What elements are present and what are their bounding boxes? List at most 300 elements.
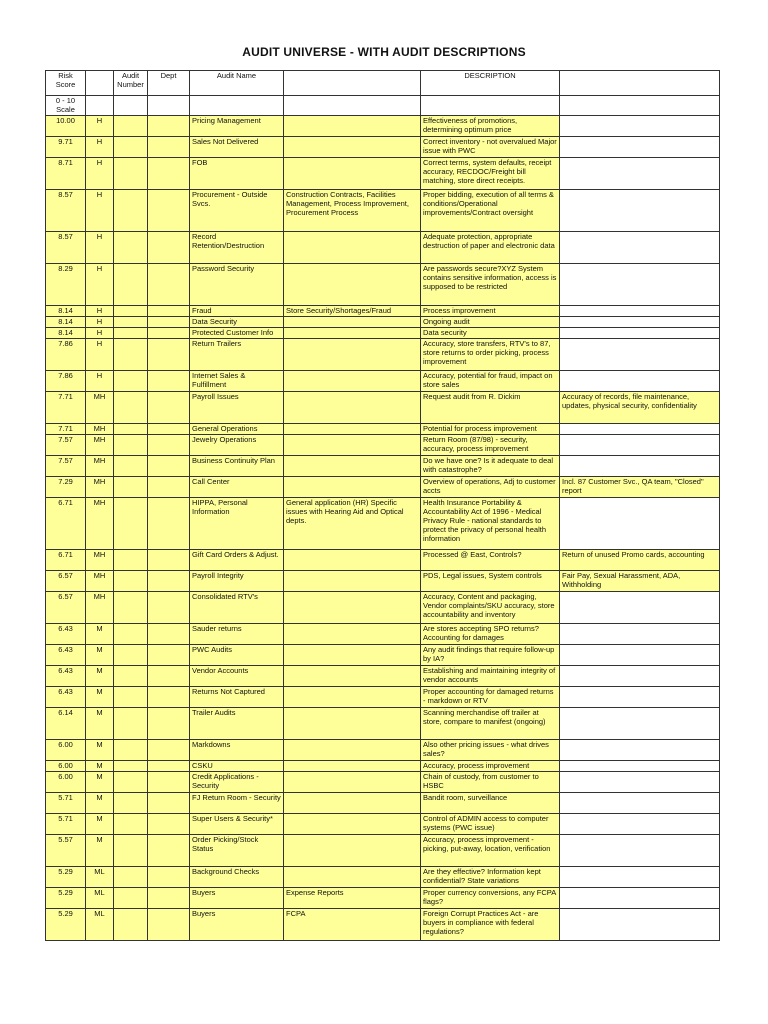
scale-label: 0 - 10 Scale: [46, 96, 86, 116]
risk-score-cell: 5.29: [46, 888, 86, 909]
audit-number-cell: [114, 477, 148, 498]
detail-cell: [284, 592, 421, 624]
notes-cell: [560, 888, 720, 909]
dept-cell: [148, 772, 190, 793]
table-row: [46, 392, 720, 424]
notes-cell: [560, 339, 720, 371]
audit-name-cell: General Operations: [190, 424, 284, 435]
detail-cell: Construction Contracts, Facilities Management, Process Improvement, Procurement Process: [284, 190, 421, 232]
dept-cell: [148, 392, 190, 424]
audit-name-cell: FJ Return Room - Security: [190, 793, 284, 814]
audit-name-cell: Procurement - Outside Svcs.: [190, 190, 284, 232]
rating-cell: M: [86, 761, 114, 772]
audit-number-cell: [114, 498, 148, 550]
audit-name-cell: Return Trailers: [190, 339, 284, 371]
notes-cell: [560, 424, 720, 435]
table-row: [46, 772, 720, 793]
risk-score-cell: 6.57: [46, 592, 86, 624]
detail-cell: [284, 867, 421, 888]
audit-name-cell: Super Users & Security*: [190, 814, 284, 835]
description-cell: Proper currency conversions, any FCPA flags?: [421, 888, 560, 909]
risk-score-cell: 5.71: [46, 793, 86, 814]
risk-score-cell: 7.71: [46, 392, 86, 424]
column-header-notes: [560, 71, 720, 96]
audit-number-cell: [114, 772, 148, 793]
table-row: [46, 687, 720, 708]
risk-score-cell: 6.43: [46, 687, 86, 708]
notes-cell: [560, 814, 720, 835]
rating-cell: ML: [86, 888, 114, 909]
scale-cell: [421, 96, 560, 116]
scale-cell: [114, 96, 148, 116]
rating-cell: M: [86, 793, 114, 814]
column-header-dept: Dept: [148, 71, 190, 96]
notes-cell: [560, 158, 720, 190]
risk-score-cell: 5.57: [46, 835, 86, 867]
notes-cell: [560, 435, 720, 456]
table-row: [46, 740, 720, 761]
detail-cell: [284, 456, 421, 477]
detail-cell: [284, 571, 421, 592]
notes-cell: [560, 666, 720, 687]
rating-cell: H: [86, 317, 114, 328]
scale-cell: [86, 96, 114, 116]
detail-cell: [284, 835, 421, 867]
column-header-detail: [284, 71, 421, 96]
rating-cell: H: [86, 190, 114, 232]
risk-score-cell: 6.71: [46, 498, 86, 550]
detail-cell: [284, 477, 421, 498]
audit-name-cell: Payroll Integrity: [190, 571, 284, 592]
description-cell: Process improvement: [421, 306, 560, 317]
audit-number-cell: [114, 888, 148, 909]
description-cell: Control of ADMIN access to computer systems (PWC issue): [421, 814, 560, 835]
risk-score-cell: 8.14: [46, 306, 86, 317]
notes-cell: [560, 867, 720, 888]
description-cell: Chain of custody, from customer to HSBC: [421, 772, 560, 793]
risk-score-cell: 8.29: [46, 264, 86, 306]
detail-cell: [284, 424, 421, 435]
audit-number-cell: [114, 190, 148, 232]
dept-cell: [148, 424, 190, 435]
detail-cell: [284, 317, 421, 328]
notes-cell: [560, 317, 720, 328]
notes-cell: [560, 909, 720, 941]
dept-cell: [148, 708, 190, 740]
risk-score-cell: 7.57: [46, 456, 86, 477]
dept-cell: [148, 687, 190, 708]
table-row: [46, 666, 720, 687]
dept-cell: [148, 158, 190, 190]
audit-number-cell: [114, 624, 148, 645]
rating-cell: H: [86, 339, 114, 371]
dept-cell: [148, 867, 190, 888]
dept-cell: [148, 550, 190, 571]
detail-cell: [284, 761, 421, 772]
dept-cell: [148, 190, 190, 232]
rating-cell: H: [86, 371, 114, 392]
table-header-row: [46, 71, 720, 96]
notes-cell: Accuracy of records, file maintenance, updates, physical security, confidentiality: [560, 392, 720, 424]
table-row: [46, 371, 720, 392]
detail-cell: [284, 814, 421, 835]
table-row: [46, 835, 720, 867]
risk-score-cell: 9.71: [46, 137, 86, 158]
risk-score-cell: 8.57: [46, 232, 86, 264]
dept-cell: [148, 339, 190, 371]
audit-number-cell: [114, 232, 148, 264]
table-row: [46, 456, 720, 477]
audit-number-cell: [114, 339, 148, 371]
audit-number-cell: [114, 392, 148, 424]
audit-number-cell: [114, 867, 148, 888]
rating-cell: M: [86, 814, 114, 835]
description-cell: Health Insurance Portability & Accountability Act of 1996 - Medical Privacy Rule - national standards to protect the privacy of personal health information: [421, 498, 560, 550]
detail-cell: [284, 137, 421, 158]
audit-number-cell: [114, 687, 148, 708]
risk-score-cell: 7.57: [46, 435, 86, 456]
rating-cell: M: [86, 835, 114, 867]
rating-cell: M: [86, 772, 114, 793]
audit-name-cell: Data Security: [190, 317, 284, 328]
table-row: [46, 264, 720, 306]
audit-number-cell: [114, 317, 148, 328]
column-header-audit-number: Audit Number: [114, 71, 148, 96]
notes-cell: [560, 687, 720, 708]
notes-cell: [560, 592, 720, 624]
detail-cell: [284, 708, 421, 740]
description-cell: Processed @ East, Controls?: [421, 550, 560, 571]
rating-cell: ML: [86, 867, 114, 888]
description-cell: Establishing and maintaining integrity of vendor accounts: [421, 666, 560, 687]
table-row: [46, 435, 720, 456]
table-row: [46, 761, 720, 772]
audit-number-cell: [114, 264, 148, 306]
rating-cell: MH: [86, 592, 114, 624]
description-cell: Request audit from R. Dickim: [421, 392, 560, 424]
description-cell: Overview of operations, Adj to customer accts: [421, 477, 560, 498]
description-cell: Return Room (87/98) - security, accuracy, process improvement: [421, 435, 560, 456]
audit-number-cell: [114, 761, 148, 772]
notes-cell: [560, 835, 720, 867]
risk-score-cell: 8.14: [46, 317, 86, 328]
detail-cell: [284, 740, 421, 761]
risk-score-cell: 6.43: [46, 666, 86, 687]
audit-name-cell: FOB: [190, 158, 284, 190]
audit-name-cell: Internet Sales & Fulfillment: [190, 371, 284, 392]
risk-score-cell: 5.71: [46, 814, 86, 835]
dept-cell: [148, 624, 190, 645]
dept-cell: [148, 666, 190, 687]
notes-cell: [560, 740, 720, 761]
audit-name-cell: Buyers: [190, 888, 284, 909]
audit-name-cell: Sales Not Delivered: [190, 137, 284, 158]
rating-cell: MH: [86, 392, 114, 424]
detail-cell: [284, 687, 421, 708]
audit-name-cell: Protected Customer Info: [190, 328, 284, 339]
rating-cell: MH: [86, 477, 114, 498]
dept-cell: [148, 498, 190, 550]
dept-cell: [148, 835, 190, 867]
audit-number-cell: [114, 909, 148, 941]
table-row: [46, 317, 720, 328]
audit-name-cell: Fraud: [190, 306, 284, 317]
risk-score-cell: 8.14: [46, 328, 86, 339]
risk-score-cell: 7.86: [46, 339, 86, 371]
audit-number-cell: [114, 814, 148, 835]
notes-cell: [560, 371, 720, 392]
description-cell: Data security: [421, 328, 560, 339]
scale-cell: [148, 96, 190, 116]
table-row: [46, 328, 720, 339]
description-cell: Accuracy, process improvement - picking, put-away, location, verification: [421, 835, 560, 867]
detail-cell: FCPA: [284, 909, 421, 941]
notes-cell: [560, 116, 720, 137]
dept-cell: [148, 264, 190, 306]
table-row: [46, 116, 720, 137]
table-row: [46, 645, 720, 666]
page-title: AUDIT UNIVERSE - WITH AUDIT DESCRIPTIONS: [242, 45, 526, 59]
dept-cell: [148, 761, 190, 772]
description-cell: Are passwords secure?XYZ System contains sensitive information, access is supposed to be restricted: [421, 264, 560, 306]
rating-cell: MH: [86, 498, 114, 550]
scale-row: [46, 96, 720, 116]
audit-name-cell: Record Retention/Destruction: [190, 232, 284, 264]
risk-score-cell: 7.86: [46, 371, 86, 392]
notes-cell: [560, 498, 720, 550]
dept-cell: [148, 793, 190, 814]
audit-number-cell: [114, 550, 148, 571]
table-row: [46, 158, 720, 190]
dept-cell: [148, 814, 190, 835]
table-row: [46, 424, 720, 435]
detail-cell: [284, 339, 421, 371]
description-cell: Any audit findings that require follow-up by IA?: [421, 645, 560, 666]
dept-cell: [148, 317, 190, 328]
rating-cell: M: [86, 645, 114, 666]
description-cell: Adequate protection, appropriate destruction of paper and electronic data: [421, 232, 560, 264]
scale-cell: [284, 96, 421, 116]
audit-name-cell: Pricing Management: [190, 116, 284, 137]
audit-number-cell: [114, 740, 148, 761]
audit-number-cell: [114, 708, 148, 740]
dept-cell: [148, 435, 190, 456]
description-cell: Do we have one? Is it adequate to deal with catastrophe?: [421, 456, 560, 477]
risk-score-cell: 6.00: [46, 772, 86, 793]
rating-cell: M: [86, 666, 114, 687]
audit-number-cell: [114, 666, 148, 687]
table-row: [46, 592, 720, 624]
detail-cell: [284, 550, 421, 571]
audit-name-cell: Jewelry Operations: [190, 435, 284, 456]
description-cell: Are they effective? Information kept confidential? State variations: [421, 867, 560, 888]
audit-name-cell: Sauder returns: [190, 624, 284, 645]
dept-cell: [148, 137, 190, 158]
description-cell: Foreign Corrupt Practices Act - are buyers in compliance with federal regulations?: [421, 909, 560, 941]
detail-cell: [284, 624, 421, 645]
audit-number-cell: [114, 371, 148, 392]
table-row: [46, 306, 720, 317]
notes-cell: [560, 328, 720, 339]
dept-cell: [148, 371, 190, 392]
description-cell: Correct inventory - not overvalued Major issue with PWC: [421, 137, 560, 158]
audit-universe-table: [45, 70, 720, 941]
notes-cell: [560, 624, 720, 645]
detail-cell: [284, 435, 421, 456]
detail-cell: Expense Reports: [284, 888, 421, 909]
rating-cell: MH: [86, 550, 114, 571]
rating-cell: H: [86, 137, 114, 158]
notes-cell: [560, 137, 720, 158]
rating-cell: MH: [86, 424, 114, 435]
dept-cell: [148, 592, 190, 624]
notes-cell: [560, 772, 720, 793]
risk-score-cell: 6.57: [46, 571, 86, 592]
risk-score-cell: 6.00: [46, 761, 86, 772]
audit-name-cell: Consolidated RTV's: [190, 592, 284, 624]
description-cell: Are stores accepting SPO returns? Accounting for damages: [421, 624, 560, 645]
audit-name-cell: Returns Not Captured: [190, 687, 284, 708]
scale-cell: [560, 96, 720, 116]
table-row: [46, 909, 720, 941]
description-cell: Correct terms, system defaults, receipt accuracy, RECDOC/Freight bill matching, store direct receipts.: [421, 158, 560, 190]
detail-cell: [284, 793, 421, 814]
audit-name-cell: CSKU: [190, 761, 284, 772]
detail-cell: [284, 328, 421, 339]
risk-score-cell: 6.00: [46, 740, 86, 761]
rating-cell: MH: [86, 435, 114, 456]
audit-number-cell: [114, 456, 148, 477]
dept-cell: [148, 888, 190, 909]
audit-name-cell: HIPPA, Personal Information: [190, 498, 284, 550]
risk-score-cell: 8.57: [46, 190, 86, 232]
column-header-rating: [86, 71, 114, 96]
rating-cell: H: [86, 116, 114, 137]
dept-cell: [148, 740, 190, 761]
risk-score-cell: 6.43: [46, 624, 86, 645]
column-header-description: DESCRIPTION: [421, 71, 560, 96]
description-cell: Scanning merchandise off trailer at store, compare to manifest (ongoing): [421, 708, 560, 740]
audit-number-cell: [114, 793, 148, 814]
audit-name-cell: Call Center: [190, 477, 284, 498]
notes-cell: Incl. 87 Customer Svc., QA team, "Closed" report: [560, 477, 720, 498]
rating-cell: M: [86, 624, 114, 645]
rating-cell: H: [86, 158, 114, 190]
notes-cell: [560, 456, 720, 477]
detail-cell: [284, 392, 421, 424]
detail-cell: [284, 666, 421, 687]
table-row: [46, 624, 720, 645]
dept-cell: [148, 116, 190, 137]
description-cell: Bandit room, surveillance: [421, 793, 560, 814]
audit-name-cell: Password Security: [190, 264, 284, 306]
dept-cell: [148, 328, 190, 339]
dept-cell: [148, 645, 190, 666]
description-cell: Accuracy, process improvement: [421, 761, 560, 772]
detail-cell: [284, 116, 421, 137]
audit-name-cell: Vendor Accounts: [190, 666, 284, 687]
audit-name-cell: Background Checks: [190, 867, 284, 888]
risk-score-cell: 8.71: [46, 158, 86, 190]
risk-score-cell: 10.00: [46, 116, 86, 137]
audit-number-cell: [114, 645, 148, 666]
table-row: [46, 708, 720, 740]
risk-score-cell: 6.14: [46, 708, 86, 740]
audit-name-cell: Trailer Audits: [190, 708, 284, 740]
audit-name-cell: Buyers: [190, 909, 284, 941]
audit-number-cell: [114, 158, 148, 190]
audit-name-cell: PWC Audits: [190, 645, 284, 666]
notes-cell: [560, 645, 720, 666]
dept-cell: [148, 909, 190, 941]
audit-number-cell: [114, 306, 148, 317]
description-cell: Accuracy, store transfers, RTV's to 87, store returns to order picking, process improvement: [421, 339, 560, 371]
table-row: [46, 137, 720, 158]
description-cell: Also other pricing issues - what drives sales?: [421, 740, 560, 761]
description-cell: Accuracy, Content and packaging, Vendor complaints/SKU accuracy, store accountability and inventory: [421, 592, 560, 624]
table-row: [46, 190, 720, 232]
detail-cell: [284, 772, 421, 793]
rating-cell: MH: [86, 456, 114, 477]
audit-name-cell: Credit Applications - Security: [190, 772, 284, 793]
rating-cell: H: [86, 264, 114, 306]
dept-cell: [148, 232, 190, 264]
rating-cell: M: [86, 740, 114, 761]
column-header-audit-name: Audit Name: [190, 71, 284, 96]
audit-number-cell: [114, 137, 148, 158]
rating-cell: H: [86, 328, 114, 339]
description-cell: Accuracy, potential for fraud, impact on store sales: [421, 371, 560, 392]
table-row: [46, 793, 720, 814]
notes-cell: [560, 761, 720, 772]
dept-cell: [148, 306, 190, 317]
notes-cell: Fair Pay, Sexual Harassment, ADA, Withholding: [560, 571, 720, 592]
detail-cell: [284, 645, 421, 666]
table-row: [46, 498, 720, 550]
table-row: [46, 888, 720, 909]
risk-score-cell: 7.29: [46, 477, 86, 498]
audit-number-cell: [114, 116, 148, 137]
rating-cell: ML: [86, 909, 114, 941]
risk-score-cell: 7.71: [46, 424, 86, 435]
table-row: [46, 550, 720, 571]
table-row: [46, 339, 720, 371]
description-cell: Potential for process improvement: [421, 424, 560, 435]
risk-score-cell: 6.71: [46, 550, 86, 571]
detail-cell: [284, 371, 421, 392]
description-cell: Proper accounting for damaged returns - markdown or RTV: [421, 687, 560, 708]
risk-score-cell: 6.43: [46, 645, 86, 666]
table-row: [46, 232, 720, 264]
audit-number-cell: [114, 424, 148, 435]
audit-name-cell: Markdowns: [190, 740, 284, 761]
risk-score-cell: 5.29: [46, 867, 86, 888]
table-row: [46, 867, 720, 888]
detail-cell: [284, 158, 421, 190]
notes-cell: [560, 793, 720, 814]
notes-cell: [560, 708, 720, 740]
notes-cell: Return of unused Promo cards, accounting: [560, 550, 720, 571]
scale-cell: [190, 96, 284, 116]
audit-name-cell: Gift Card Orders & Adjust.: [190, 550, 284, 571]
notes-cell: [560, 264, 720, 306]
rating-cell: MH: [86, 571, 114, 592]
audit-number-cell: [114, 435, 148, 456]
table-row: [46, 571, 720, 592]
audit-number-cell: [114, 592, 148, 624]
table-row: [46, 477, 720, 498]
detail-cell: General application (HR) Specific issues with Hearing Aid and Optical depts.: [284, 498, 421, 550]
